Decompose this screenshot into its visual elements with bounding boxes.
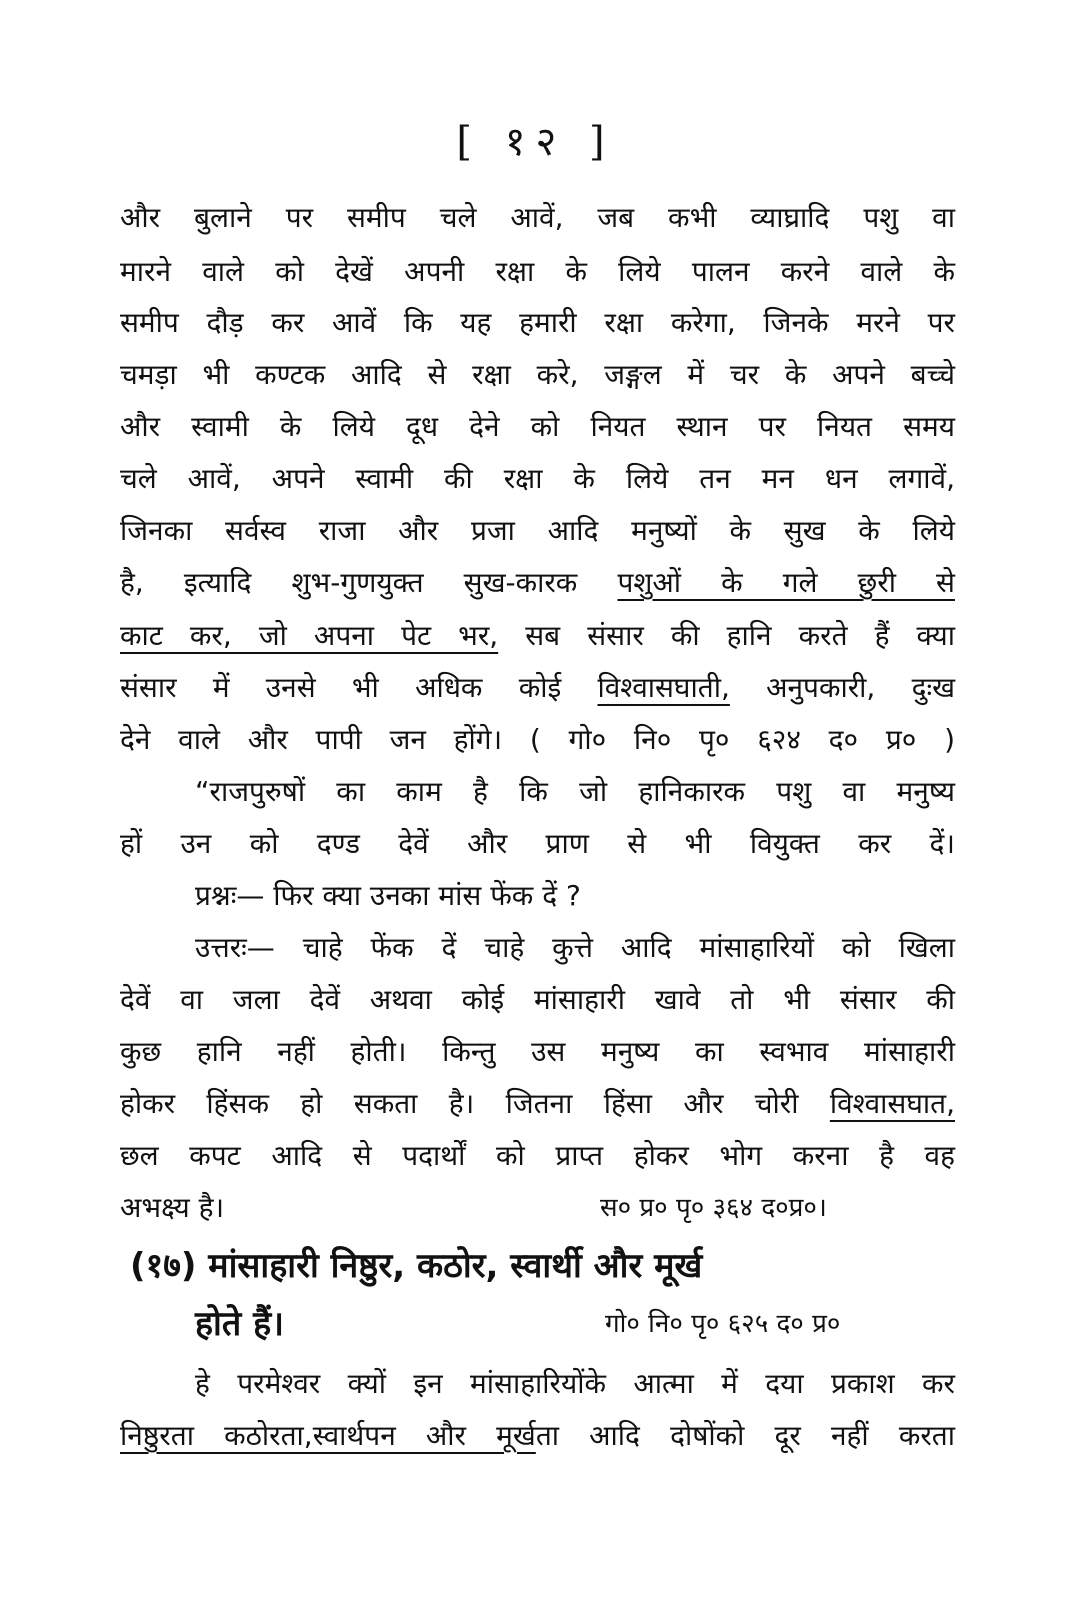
underlined-text: पशुओं के गले छुरी से [617, 566, 955, 599]
text-line: चमड़ा भी कण्टक आदि से रक्षा करे, जङ्गल में चर के अपने बच्चे [120, 358, 955, 391]
text-segment: संसार में उनसे भी अधिक कोई [120, 671, 562, 704]
page-number: [ १२ ] [456, 119, 615, 165]
text-line: चले आवें, अपने स्वामी की रक्षा के लिये तन मन धन लगावें, [120, 462, 955, 495]
section-heading: होते हैं। [195, 1304, 285, 1344]
text-line: जिनका सर्वस्व राजा और प्रजा आदि मनुष्यों के सुख के लिये [120, 514, 955, 547]
citation: स० प्र० पृ० ३६४ द०प्र०। [600, 1193, 827, 1223]
text-line: छल कपट आदि से पदार्थों को प्राप्त होकर भोग करना है वह [120, 1139, 955, 1172]
text-line [120, 668, 955, 708]
text-line: और बुलाने पर समीप चले आवें, जब कभी व्याघ्रादि पशु वा [120, 201, 955, 234]
section-heading: (१७) मांसाहारी निष्ठुर, कठोर, स्वार्थी और मूर्ख [130, 1246, 703, 1286]
text-line: देवें वा जला देवें अथवा कोई मांसाहारी खावे तो भी संसार की [120, 983, 955, 1016]
text-line [120, 563, 955, 603]
text-line: और स्वामी के लिये दूध देने को नियत स्थान पर नियत समय [120, 410, 955, 443]
question-line: प्रश्नः— फिर क्या उनका मांस फेंक दें ? [195, 879, 581, 912]
text-line: अभक्ष्य है। [120, 1191, 225, 1224]
text-segment: अनुपकारी, दुःख [766, 671, 956, 704]
answer-line: उत्तरः— चाहे फेंक दें चाहे कुत्ते आदि मांसाहारियों को खिला [195, 931, 955, 964]
text-line: समीप दौड़ कर आवें कि यह हमारी रक्षा करेगा, जिनके मरने पर [120, 306, 955, 339]
citation: गो० नि० पृ० ६२५ द० प्र० [605, 1309, 841, 1339]
text-segment: सब संसार की हानि करते हैं क्या [498, 619, 955, 652]
text-line: मारने वाले को देखें अपनी रक्षा के लिये पालन करने वाले के [120, 255, 955, 288]
text-segment: है, इत्यादि शुभ-गुणयुक्त सुख-कारक [120, 566, 578, 599]
underlined-text: विश्वासघाती, [597, 671, 730, 704]
text-line [120, 1416, 955, 1456]
text-line [120, 1084, 955, 1124]
text-line: देने वाले और पापी जन होंगे। ( गो० नि० पृ० ६२४ द० प्र० ) [120, 723, 955, 756]
text-line: हे परमेश्वर क्यों इन मांसाहारियोंके आत्मा में दया प्रकाश कर [195, 1367, 955, 1400]
text-line: “राजपुरुषों का काम है कि जो हानिकारक पशु वा मनुष्य [195, 775, 955, 808]
text-line: कुछ हानि नहीं होती। किन्तु उस मनुष्य का स्वभाव मांसाहारी [120, 1035, 955, 1068]
text-segment: ता आदि दोषोंको दूर नहीं करता [535, 1419, 956, 1452]
underlined-text: काट कर, जो अपना पेट भर, [120, 619, 499, 652]
text-line [120, 616, 955, 656]
underlined-text: निष्ठुरता कठोरता,स्वार्थपन और मूर्ख [120, 1419, 536, 1452]
text-line: हों उन को दण्ड देवें और प्राण से भी वियुक्त कर दें। [120, 827, 955, 860]
underlined-text: विश्वासघात, [829, 1087, 955, 1120]
text-segment: होकर हिंसक हो सकता है। जितना हिंसा और चोरी [120, 1087, 799, 1120]
